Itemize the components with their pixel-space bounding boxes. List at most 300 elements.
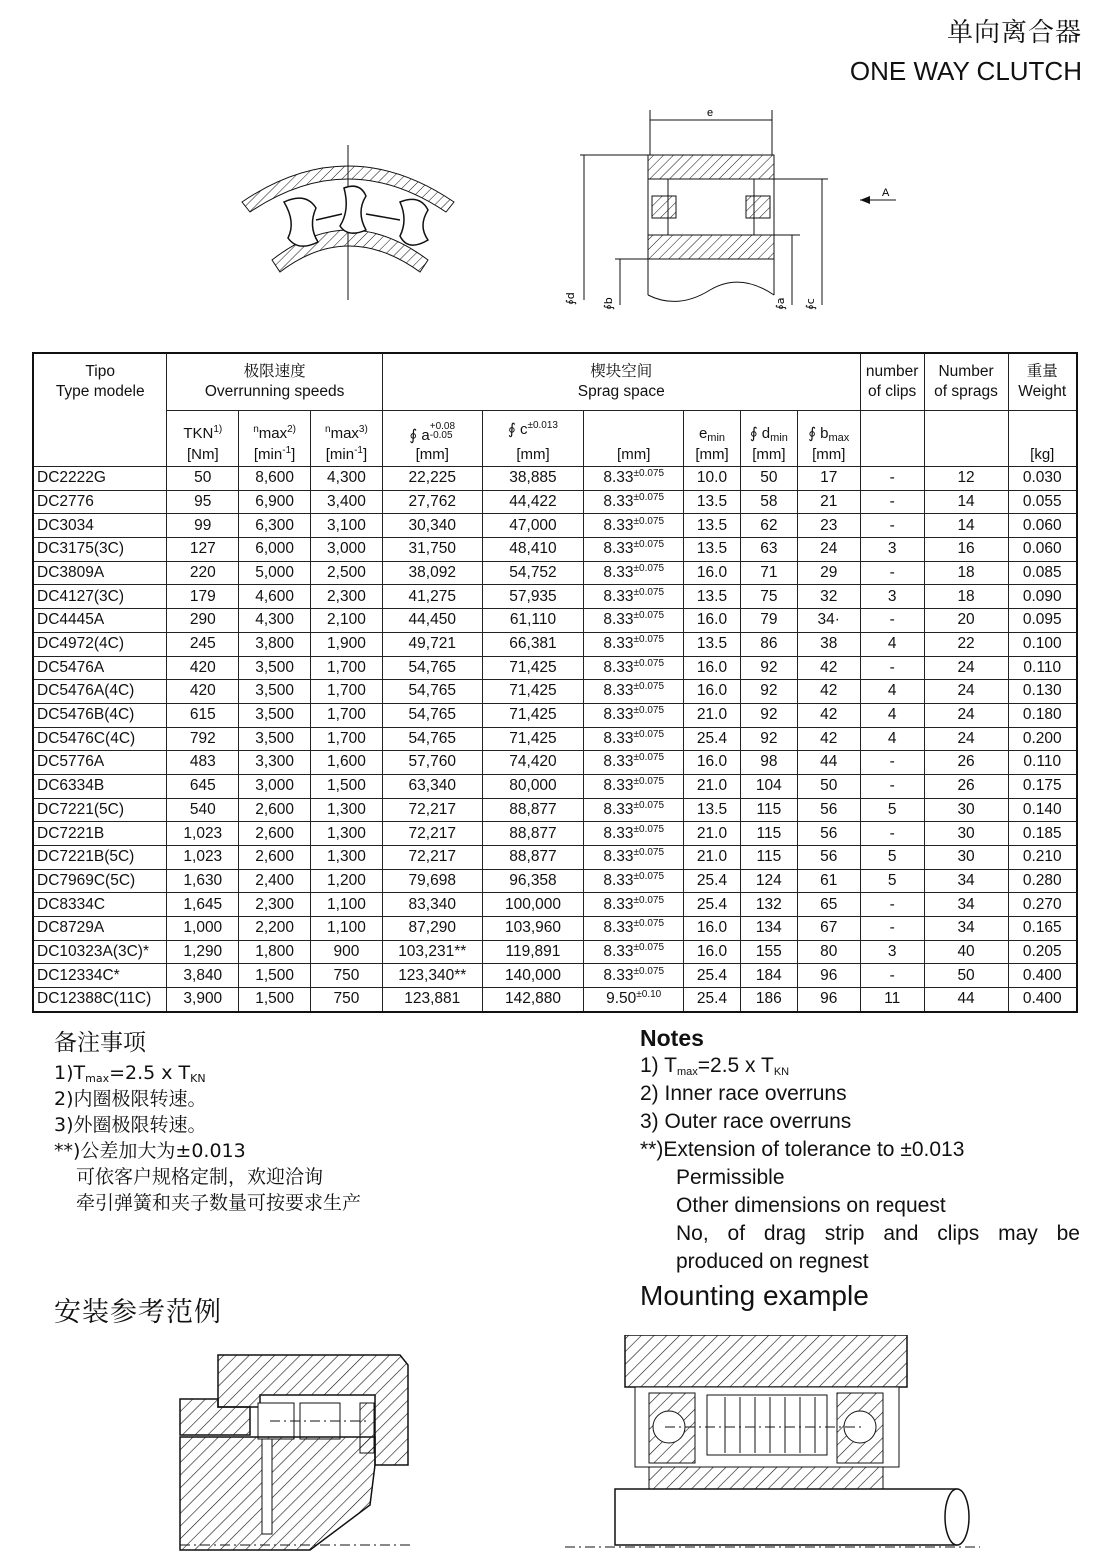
cell-clips: - bbox=[860, 514, 924, 538]
cell-c: 100,000 bbox=[482, 893, 584, 917]
sub-e: $e_{min}$ [mm] bbox=[684, 411, 741, 467]
cell-a: 44,450 bbox=[382, 609, 482, 633]
cell-n2: 6,900 bbox=[239, 490, 311, 514]
cell-a: 54,765 bbox=[382, 680, 482, 704]
cell-w: 0.060 bbox=[1008, 514, 1077, 538]
cell-b: 34· bbox=[797, 609, 860, 633]
cell-sprags: 34 bbox=[924, 893, 1008, 917]
cell-model: DC8334C bbox=[33, 893, 167, 917]
cell-sprags: 24 bbox=[924, 680, 1008, 704]
sub-d: ∮ $d_{min}$ [mm] bbox=[740, 411, 797, 467]
cell-n2: 3,800 bbox=[239, 632, 311, 656]
cell-sprags: 30 bbox=[924, 798, 1008, 822]
cell-sprags: 26 bbox=[924, 774, 1008, 798]
cell-n3: 3,100 bbox=[311, 514, 383, 538]
mounting-title-en: Mounting example bbox=[640, 1280, 869, 1311]
cell-tkn: 99 bbox=[167, 514, 239, 538]
table-row bbox=[33, 774, 1077, 798]
cell-tkn: 420 bbox=[167, 656, 239, 680]
cell-w: 0.085 bbox=[1008, 561, 1077, 585]
cell-s: $9.50^{\pm 0.10}$ bbox=[584, 988, 684, 1012]
cell-sprags: 20 bbox=[924, 609, 1008, 633]
cell-d: 50 bbox=[740, 467, 797, 491]
sub-b: ∮ $b_{max}$ [mm] bbox=[797, 411, 860, 467]
cell-clips: 5 bbox=[860, 798, 924, 822]
cell-n2: 2,600 bbox=[239, 798, 311, 822]
cell-c: 140,000 bbox=[482, 964, 584, 988]
cell-a: 30,340 bbox=[382, 514, 482, 538]
cell-clips: - bbox=[860, 751, 924, 775]
table-sub-header-row bbox=[33, 411, 1077, 467]
cell-n3: 1,300 bbox=[311, 798, 383, 822]
cell-n3: 1,300 bbox=[311, 846, 383, 870]
cell-a: 27,762 bbox=[382, 490, 482, 514]
dim-a-label: ∮a bbox=[774, 297, 787, 310]
cell-e: 10.0 bbox=[684, 467, 741, 491]
cell-b: 42 bbox=[797, 703, 860, 727]
notes-en bbox=[640, 1024, 1080, 1276]
cell-model: DC4972(4C) bbox=[33, 632, 167, 656]
cell-n2: 3,000 bbox=[239, 774, 311, 798]
cell-model: DC7221(5C) bbox=[33, 798, 167, 822]
cell-n3: 900 bbox=[311, 940, 383, 964]
cell-e: 16.0 bbox=[684, 561, 741, 585]
cell-a: 38,092 bbox=[382, 561, 482, 585]
cell-model: DC2222G bbox=[33, 467, 167, 491]
cell-sprags: 18 bbox=[924, 561, 1008, 585]
cell-e: 21.0 bbox=[684, 774, 741, 798]
cell-s: $8.33^{\pm 0.075}$ bbox=[584, 751, 684, 775]
cell-model: DC12388C(11C) bbox=[33, 988, 167, 1012]
cell-n2: 2,600 bbox=[239, 846, 311, 870]
cell-e: 21.0 bbox=[684, 703, 741, 727]
clutch-cross-section-drawing bbox=[560, 100, 900, 320]
cell-e: 13.5 bbox=[684, 538, 741, 562]
cell-d: 62 bbox=[740, 514, 797, 538]
cell-a: 54,765 bbox=[382, 656, 482, 680]
cell-e: 13.5 bbox=[684, 585, 741, 609]
cell-c: 71,425 bbox=[482, 727, 584, 751]
cell-n3: 2,300 bbox=[311, 585, 383, 609]
col-sprags-header: Number of sprags bbox=[924, 353, 1008, 411]
cell-d: 92 bbox=[740, 680, 797, 704]
cell-s: $8.33^{\pm 0.075}$ bbox=[584, 680, 684, 704]
table-row bbox=[33, 632, 1077, 656]
sub-tkn: TKN$^{1)}$ [Nm] bbox=[167, 411, 239, 467]
notes-en-line-4: **)Extension of tolerance to ±0.013 bbox=[640, 1138, 965, 1161]
cell-tkn: 420 bbox=[167, 680, 239, 704]
cell-sprags: 50 bbox=[924, 964, 1008, 988]
cell-d: 115 bbox=[740, 846, 797, 870]
table-row bbox=[33, 964, 1077, 988]
cell-c: 142,880 bbox=[482, 988, 584, 1012]
table-row bbox=[33, 467, 1077, 491]
cell-s: $8.33^{\pm 0.075}$ bbox=[584, 467, 684, 491]
sub-clips-empty bbox=[860, 411, 924, 467]
cell-b: 24 bbox=[797, 538, 860, 562]
cell-a: 103,231** bbox=[382, 940, 482, 964]
notes-cn-line-3: 3)外圈极限转速。 bbox=[54, 1114, 207, 1136]
notes-cn bbox=[54, 1028, 574, 1216]
cell-d: 184 bbox=[740, 964, 797, 988]
cell-d: 92 bbox=[740, 727, 797, 751]
cell-c: 71,425 bbox=[482, 656, 584, 680]
cell-n3: 1,700 bbox=[311, 703, 383, 727]
cell-model: DC7221B bbox=[33, 822, 167, 846]
cell-clips: 4 bbox=[860, 703, 924, 727]
cell-d: 92 bbox=[740, 703, 797, 727]
cell-n2: 3,500 bbox=[239, 656, 311, 680]
cell-w: 0.130 bbox=[1008, 680, 1077, 704]
cell-sprags: 24 bbox=[924, 727, 1008, 751]
cell-b: 38 bbox=[797, 632, 860, 656]
cell-a: 31,750 bbox=[382, 538, 482, 562]
notes-en-line-5: Permissible bbox=[676, 1166, 785, 1189]
cell-n2: 1,500 bbox=[239, 988, 311, 1012]
cell-model: DC5476B(4C) bbox=[33, 703, 167, 727]
cell-s: $8.33^{\pm 0.075}$ bbox=[584, 538, 684, 562]
cell-n3: 3,400 bbox=[311, 490, 383, 514]
cell-a: 41,275 bbox=[382, 585, 482, 609]
cell-d: 63 bbox=[740, 538, 797, 562]
cell-clips: - bbox=[860, 893, 924, 917]
cell-a: 83,340 bbox=[382, 893, 482, 917]
cell-tkn: 645 bbox=[167, 774, 239, 798]
cell-s: $8.33^{\pm 0.075}$ bbox=[584, 514, 684, 538]
col-weight-header: 重量 Weight bbox=[1008, 353, 1077, 411]
cell-e: 13.5 bbox=[684, 490, 741, 514]
notes-en-title: Notes bbox=[640, 1025, 704, 1051]
mounting-drawing-left bbox=[170, 1345, 420, 1555]
cell-e: 16.0 bbox=[684, 940, 741, 964]
cell-d: 58 bbox=[740, 490, 797, 514]
cell-sprags: 30 bbox=[924, 846, 1008, 870]
cell-n2: 5,000 bbox=[239, 561, 311, 585]
cell-model: DC5776A bbox=[33, 751, 167, 775]
sub-nmax-outer: $^n\max^{3)}$ $[\min^{-1}]$ bbox=[311, 411, 383, 467]
cell-n3: 1,600 bbox=[311, 751, 383, 775]
col-speed-header: 极限速度 Overrunning speeds bbox=[167, 353, 382, 411]
cell-s: $8.33^{\pm 0.075}$ bbox=[584, 869, 684, 893]
cell-tkn: 1,630 bbox=[167, 869, 239, 893]
notes-en-line-2: 2) Inner race overruns bbox=[640, 1082, 847, 1105]
notes-cn-line-6: 牵引弹簧和夹子数量可按要求生产 bbox=[76, 1192, 362, 1214]
cell-d: 75 bbox=[740, 585, 797, 609]
cell-w: 0.095 bbox=[1008, 609, 1077, 633]
cell-w: 0.060 bbox=[1008, 538, 1077, 562]
cell-a: 54,765 bbox=[382, 703, 482, 727]
dim-e-label: e bbox=[707, 107, 714, 119]
cell-s: $8.33^{\pm 0.075}$ bbox=[584, 703, 684, 727]
cell-model: DC6334B bbox=[33, 774, 167, 798]
notes-en-line-3: 3) Outer race overruns bbox=[640, 1110, 852, 1133]
table-row bbox=[33, 869, 1077, 893]
cell-w: 0.200 bbox=[1008, 727, 1077, 751]
dim-b-label: ∮b bbox=[602, 297, 615, 310]
cell-clips: 5 bbox=[860, 869, 924, 893]
cell-b: 96 bbox=[797, 964, 860, 988]
cell-n2: 2,400 bbox=[239, 869, 311, 893]
cell-n2: 8,600 bbox=[239, 467, 311, 491]
cell-b: 17 bbox=[797, 467, 860, 491]
cell-sprags: 24 bbox=[924, 656, 1008, 680]
cell-e: 13.5 bbox=[684, 798, 741, 822]
cell-clips: - bbox=[860, 656, 924, 680]
cell-a: 72,217 bbox=[382, 846, 482, 870]
cell-n2: 3,300 bbox=[239, 751, 311, 775]
cell-c: 88,877 bbox=[482, 798, 584, 822]
cell-tkn: 615 bbox=[167, 703, 239, 727]
cell-clips: 3 bbox=[860, 538, 924, 562]
view-A-label: A bbox=[882, 187, 890, 199]
cell-d: 115 bbox=[740, 798, 797, 822]
cell-a: 79,698 bbox=[382, 869, 482, 893]
table-row bbox=[33, 514, 1077, 538]
table-row bbox=[33, 751, 1077, 775]
cell-clips: - bbox=[860, 917, 924, 941]
cell-n2: 3,500 bbox=[239, 703, 311, 727]
cell-n2: 4,300 bbox=[239, 609, 311, 633]
cell-tkn: 245 bbox=[167, 632, 239, 656]
cell-n2: 2,200 bbox=[239, 917, 311, 941]
cell-n3: 2,500 bbox=[311, 561, 383, 585]
cell-b: 56 bbox=[797, 822, 860, 846]
cell-s: $8.33^{\pm 0.075}$ bbox=[584, 917, 684, 941]
cell-e: 16.0 bbox=[684, 751, 741, 775]
mounting-title-cn: 安装参考范例 bbox=[54, 1297, 222, 1328]
table-row bbox=[33, 490, 1077, 514]
cell-tkn: 1,000 bbox=[167, 917, 239, 941]
cell-c: 103,960 bbox=[482, 917, 584, 941]
cell-a: 57,760 bbox=[382, 751, 482, 775]
table-row bbox=[33, 538, 1077, 562]
cell-b: 32 bbox=[797, 585, 860, 609]
cell-sprags: 44 bbox=[924, 988, 1008, 1012]
cell-n3: 1,500 bbox=[311, 774, 383, 798]
cell-clips: - bbox=[860, 822, 924, 846]
cell-e: 16.0 bbox=[684, 680, 741, 704]
notes-en-line-6: Other dimensions on request bbox=[676, 1194, 946, 1217]
cell-a: 22,225 bbox=[382, 467, 482, 491]
cell-d: 186 bbox=[740, 988, 797, 1012]
cell-w: 0.185 bbox=[1008, 822, 1077, 846]
cell-c: 71,425 bbox=[482, 703, 584, 727]
cell-e: 25.4 bbox=[684, 988, 741, 1012]
cell-s: $8.33^{\pm 0.075}$ bbox=[584, 822, 684, 846]
dim-c-label: ∮c bbox=[804, 298, 817, 310]
cell-b: 56 bbox=[797, 846, 860, 870]
table-row bbox=[33, 561, 1077, 585]
cell-e: 13.5 bbox=[684, 514, 741, 538]
cell-n3: 1,200 bbox=[311, 869, 383, 893]
cell-n3: 1,300 bbox=[311, 822, 383, 846]
cell-b: 65 bbox=[797, 893, 860, 917]
cell-a: 123,340** bbox=[382, 964, 482, 988]
notes-cn-title: 备注事项 bbox=[54, 1030, 146, 1056]
cell-c: 119,891 bbox=[482, 940, 584, 964]
cell-c: 74,420 bbox=[482, 751, 584, 775]
page-title-cn: 单向离合器 bbox=[946, 18, 1082, 48]
cell-c: 88,877 bbox=[482, 822, 584, 846]
table-row bbox=[33, 917, 1077, 941]
cell-e: 25.4 bbox=[684, 964, 741, 988]
cell-s: $8.33^{\pm 0.075}$ bbox=[584, 561, 684, 585]
cell-n3: 1,700 bbox=[311, 680, 383, 704]
notes-cn-line-4: **)公差加大为±0.013 bbox=[54, 1140, 246, 1162]
cell-n2: 2,600 bbox=[239, 822, 311, 846]
cell-b: 21 bbox=[797, 490, 860, 514]
cell-s: $8.33^{\pm 0.075}$ bbox=[584, 940, 684, 964]
cell-model: DC5476A(4C) bbox=[33, 680, 167, 704]
cell-b: 61 bbox=[797, 869, 860, 893]
cell-sprags: 34 bbox=[924, 917, 1008, 941]
table-row bbox=[33, 940, 1077, 964]
cell-sprags: 26 bbox=[924, 751, 1008, 775]
cell-w: 0.175 bbox=[1008, 774, 1077, 798]
cell-e: 25.4 bbox=[684, 893, 741, 917]
cell-clips: - bbox=[860, 561, 924, 585]
table-body bbox=[33, 467, 1077, 1012]
cell-d: 86 bbox=[740, 632, 797, 656]
cell-e: 21.0 bbox=[684, 846, 741, 870]
cell-model: DC2776 bbox=[33, 490, 167, 514]
cell-d: 134 bbox=[740, 917, 797, 941]
cell-a: 123,881 bbox=[382, 988, 482, 1012]
cell-n3: 1,900 bbox=[311, 632, 383, 656]
cell-s: $8.33^{\pm 0.075}$ bbox=[584, 798, 684, 822]
cell-model: DC4127(3C) bbox=[33, 585, 167, 609]
cell-model: DC3809A bbox=[33, 561, 167, 585]
cell-clips: - bbox=[860, 467, 924, 491]
cell-clips: - bbox=[860, 964, 924, 988]
cell-d: 92 bbox=[740, 656, 797, 680]
cell-b: 56 bbox=[797, 798, 860, 822]
cell-b: 44 bbox=[797, 751, 860, 775]
mounting-drawing-right bbox=[565, 1335, 980, 1555]
cell-w: 0.205 bbox=[1008, 940, 1077, 964]
table-row bbox=[33, 822, 1077, 846]
cell-clips: 3 bbox=[860, 940, 924, 964]
cell-b: 42 bbox=[797, 656, 860, 680]
cell-tkn: 95 bbox=[167, 490, 239, 514]
cell-sprags: 16 bbox=[924, 538, 1008, 562]
table-row bbox=[33, 609, 1077, 633]
cell-w: 0.165 bbox=[1008, 917, 1077, 941]
cell-b: 42 bbox=[797, 680, 860, 704]
cell-model: DC5476A bbox=[33, 656, 167, 680]
cell-n2: 4,600 bbox=[239, 585, 311, 609]
cell-n3: 1,100 bbox=[311, 893, 383, 917]
cell-s: $8.33^{\pm 0.075}$ bbox=[584, 727, 684, 751]
cell-n3: 750 bbox=[311, 988, 383, 1012]
cell-w: 0.400 bbox=[1008, 988, 1077, 1012]
cell-s: $8.33^{\pm 0.075}$ bbox=[584, 609, 684, 633]
cell-b: 96 bbox=[797, 988, 860, 1012]
cell-a: 72,217 bbox=[382, 798, 482, 822]
col-clips-header: number of clips bbox=[860, 353, 924, 411]
cell-sprags: 24 bbox=[924, 703, 1008, 727]
cell-b: 29 bbox=[797, 561, 860, 585]
cell-tkn: 220 bbox=[167, 561, 239, 585]
cell-d: 115 bbox=[740, 822, 797, 846]
cell-model: DC8729A bbox=[33, 917, 167, 941]
cell-d: 124 bbox=[740, 869, 797, 893]
sub-c: ∮ $c^{\pm 0.013}$ [mm] bbox=[482, 411, 584, 467]
cell-clips: - bbox=[860, 490, 924, 514]
table-row bbox=[33, 798, 1077, 822]
cell-w: 0.400 bbox=[1008, 964, 1077, 988]
cell-n3: 3,000 bbox=[311, 538, 383, 562]
cell-c: 57,935 bbox=[482, 585, 584, 609]
cell-tkn: 3,900 bbox=[167, 988, 239, 1012]
cell-tkn: 290 bbox=[167, 609, 239, 633]
cell-s: $8.33^{\pm 0.075}$ bbox=[584, 774, 684, 798]
cell-s: $8.33^{\pm 0.075}$ bbox=[584, 893, 684, 917]
cell-n2: 3,500 bbox=[239, 680, 311, 704]
cell-n2: 1,800 bbox=[239, 940, 311, 964]
cell-c: 44,422 bbox=[482, 490, 584, 514]
cell-clips: - bbox=[860, 609, 924, 633]
cell-b: 42 bbox=[797, 727, 860, 751]
cell-w: 0.110 bbox=[1008, 751, 1077, 775]
cell-tkn: 3,840 bbox=[167, 964, 239, 988]
table-row bbox=[33, 703, 1077, 727]
sub-sprag-mm: [mm] bbox=[584, 411, 684, 467]
cell-sprags: 14 bbox=[924, 490, 1008, 514]
sub-sprags-empty bbox=[924, 411, 1008, 467]
cell-d: 98 bbox=[740, 751, 797, 775]
cell-sprags: 30 bbox=[924, 822, 1008, 846]
cell-model: DC12334C* bbox=[33, 964, 167, 988]
cell-sprags: 34 bbox=[924, 869, 1008, 893]
cell-n2: 2,300 bbox=[239, 893, 311, 917]
cell-clips: 3 bbox=[860, 585, 924, 609]
cell-w: 0.280 bbox=[1008, 869, 1077, 893]
cell-w: 0.140 bbox=[1008, 798, 1077, 822]
cell-s: $8.33^{\pm 0.075}$ bbox=[584, 585, 684, 609]
cell-clips: - bbox=[860, 774, 924, 798]
table-row bbox=[33, 680, 1077, 704]
cell-s: $8.33^{\pm 0.075}$ bbox=[584, 846, 684, 870]
cell-c: 80,000 bbox=[482, 774, 584, 798]
cell-model: DC3034 bbox=[33, 514, 167, 538]
cell-d: 155 bbox=[740, 940, 797, 964]
cell-e: 25.4 bbox=[684, 869, 741, 893]
cell-tkn: 127 bbox=[167, 538, 239, 562]
cell-s: $8.33^{\pm 0.075}$ bbox=[584, 632, 684, 656]
cell-model: DC5476C(4C) bbox=[33, 727, 167, 751]
cell-clips: 4 bbox=[860, 632, 924, 656]
cell-n2: 1,500 bbox=[239, 964, 311, 988]
cell-e: 25.4 bbox=[684, 727, 741, 751]
table-row bbox=[33, 988, 1077, 1012]
cell-s: $8.33^{\pm 0.075}$ bbox=[584, 656, 684, 680]
cell-c: 54,752 bbox=[482, 561, 584, 585]
cell-tkn: 483 bbox=[167, 751, 239, 775]
spec-table bbox=[32, 352, 1078, 1013]
cell-n3: 1,700 bbox=[311, 727, 383, 751]
cell-clips: 5 bbox=[860, 846, 924, 870]
col-type-header: Tipo Type modele bbox=[33, 353, 167, 467]
sub-nmax-inner: $^n\max^{2)}$ $[\min^{-1}]$ bbox=[239, 411, 311, 467]
notes-cn-line-5: 可依客户规格定制，欢迎洽询 bbox=[76, 1166, 324, 1188]
cell-model: DC7221B(5C) bbox=[33, 846, 167, 870]
page-title-en: ONE WAY CLUTCH bbox=[849, 56, 1082, 86]
cell-e: 16.0 bbox=[684, 656, 741, 680]
cell-tkn: 1,023 bbox=[167, 846, 239, 870]
cell-n3: 4,300 bbox=[311, 467, 383, 491]
cell-c: 47,000 bbox=[482, 514, 584, 538]
